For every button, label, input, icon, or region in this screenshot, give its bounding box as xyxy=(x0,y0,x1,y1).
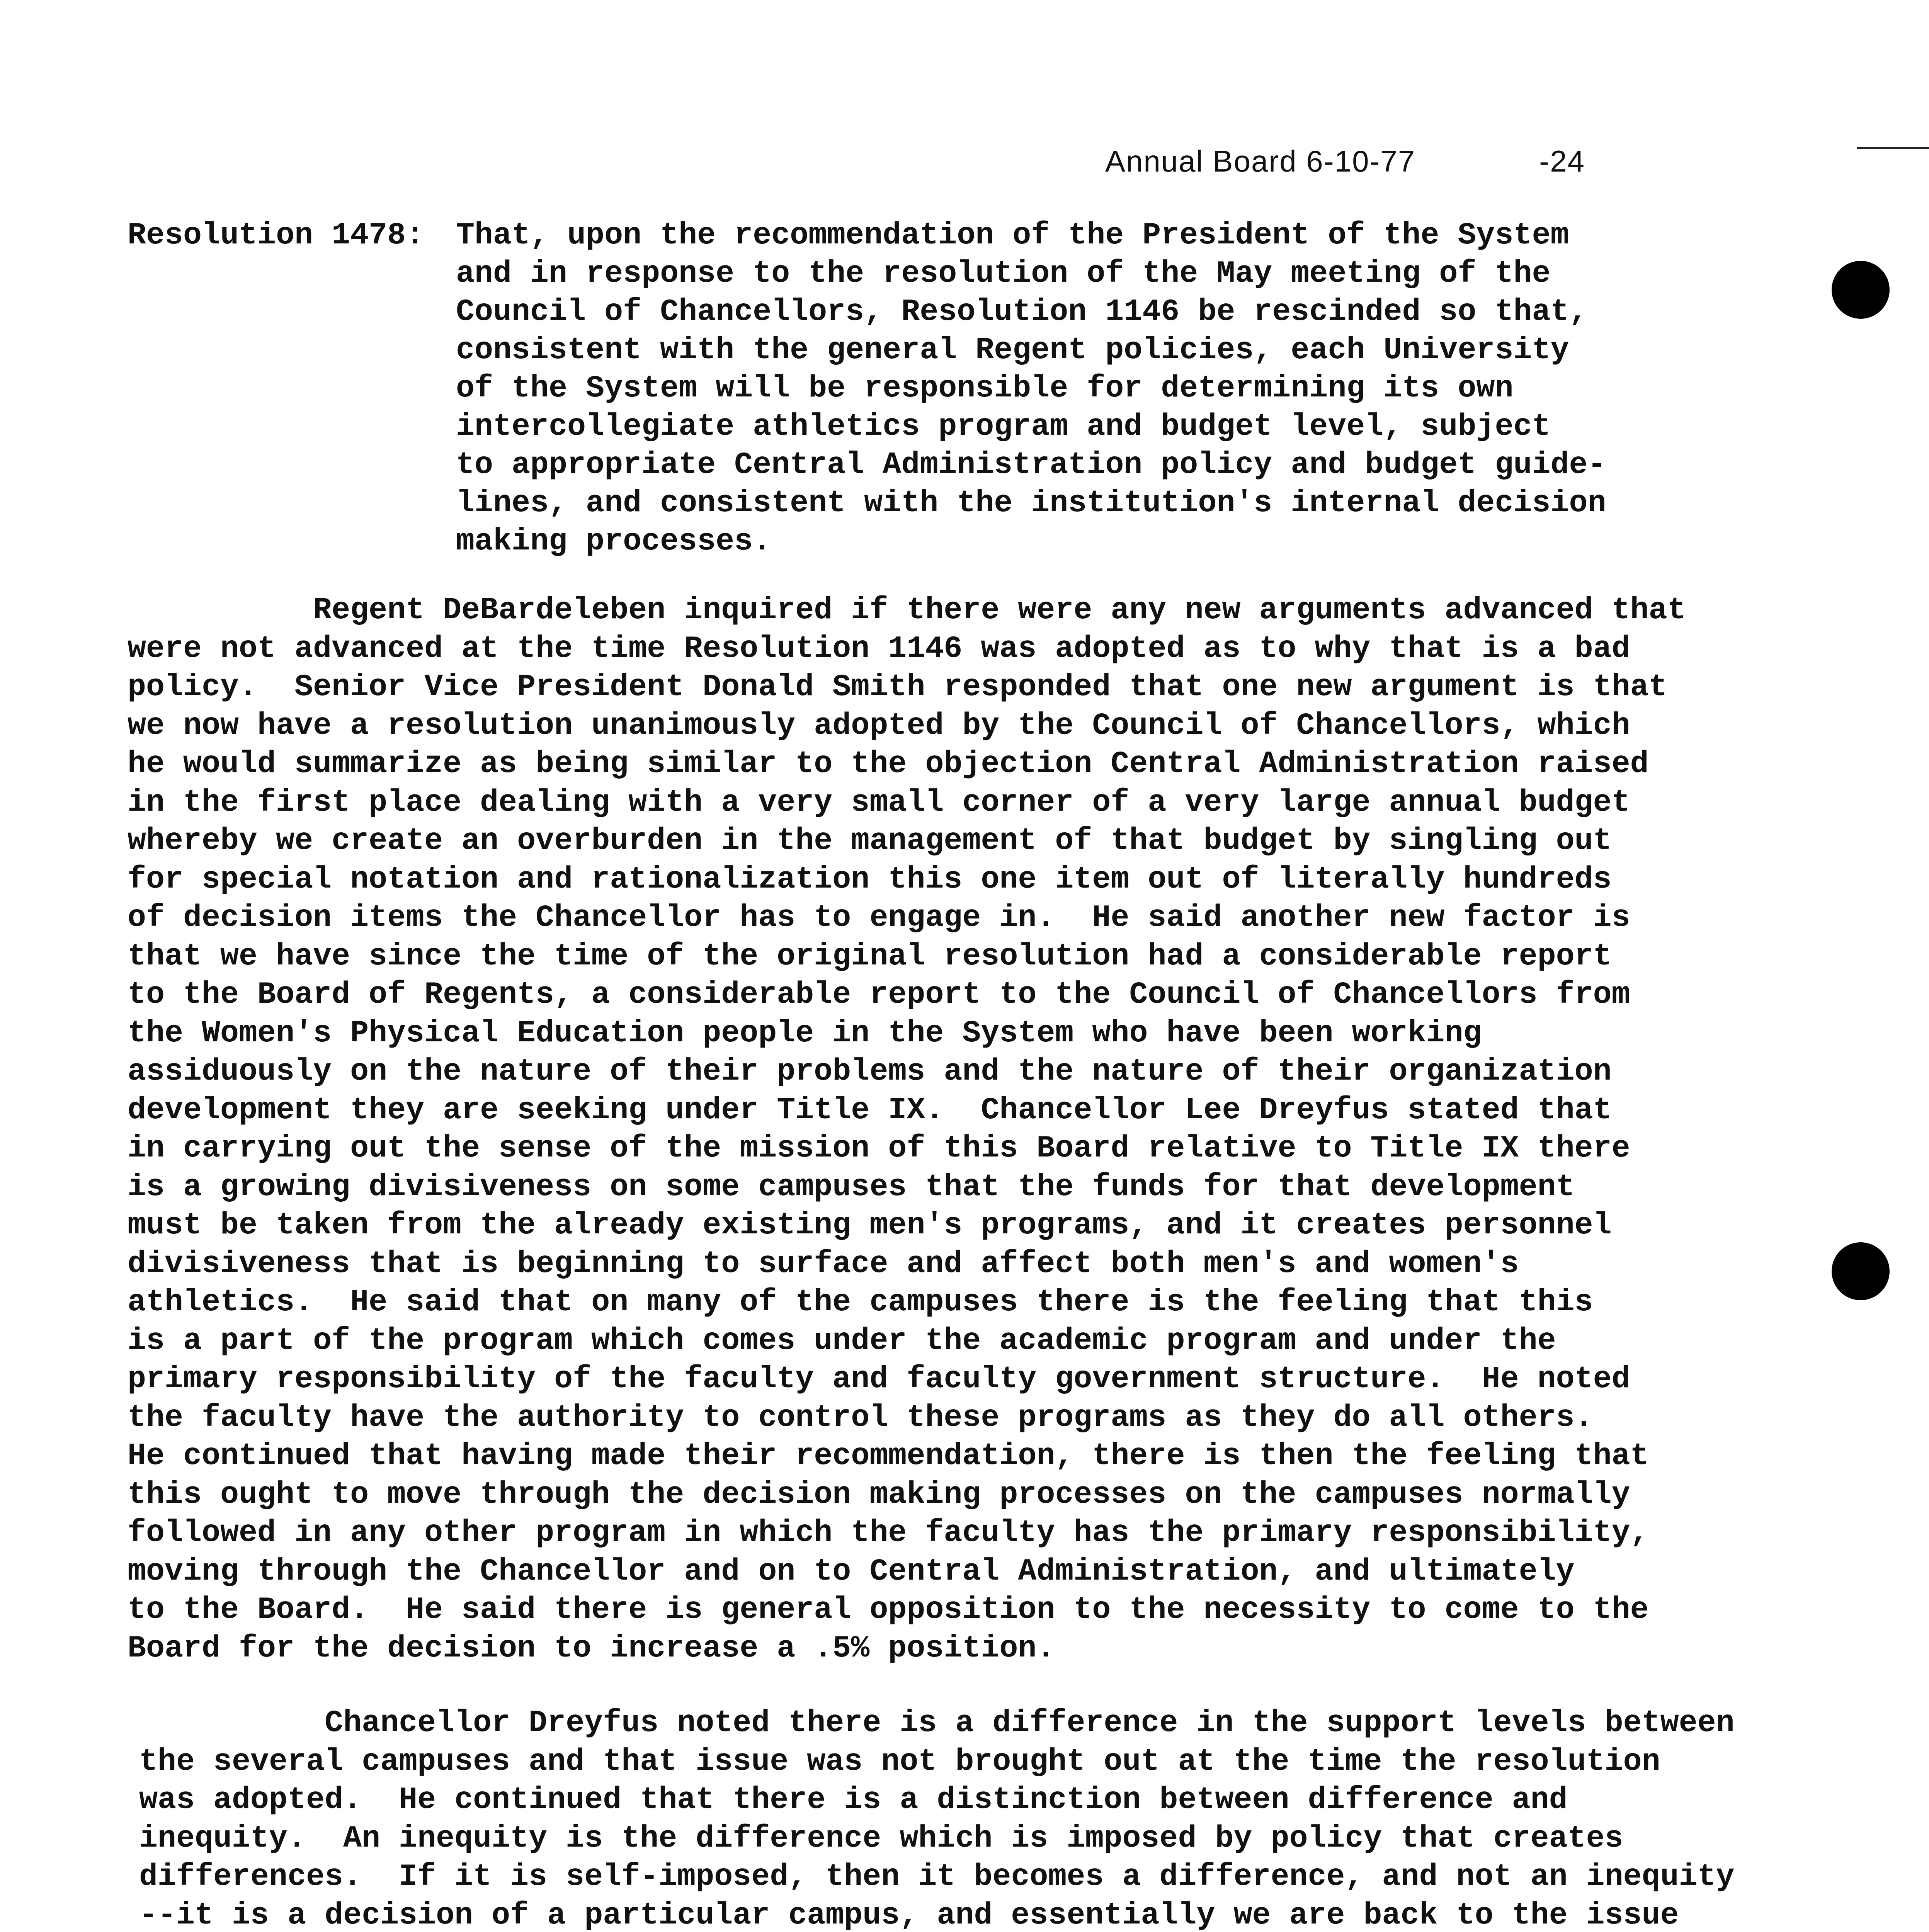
resolution-text xyxy=(456,216,1606,561)
resolution-label: Resolution 1478: xyxy=(128,218,425,253)
resolution-line: That, upon the recommendation of the President of the System xyxy=(456,218,1569,253)
text-line: of decision items the Chancellor has to engage in. He said another new factor is xyxy=(128,900,1630,935)
resolution-line: and in response to the resolution of the May meeting of the xyxy=(456,256,1551,291)
text-line: assiduously on the nature of their problems and the nature of their organization xyxy=(128,1054,1612,1089)
resolution-line: making processes. xyxy=(456,524,772,559)
text-line: policy. Senior Vice President Donald Smith responded that one new argument is that xyxy=(128,670,1667,705)
text-line: must be taken from the already existing men's programs, and it creates personnel xyxy=(128,1208,1612,1243)
text-line: differences. If it is self-imposed, then it becomes a difference, and not an inequity xyxy=(139,1859,1735,1895)
text-line: development they are seeking under Title IX. Chancellor Lee Dreyfus stated that xyxy=(128,1092,1612,1128)
text-line: were not advanced at the time Resolution 1146 was adopted as to why that is a bad xyxy=(128,631,1630,667)
text-line: to the Board of Regents, a considerable report to the Council of Chancellors from xyxy=(128,977,1630,1012)
text-line: the Women's Physical Education people in the System who have been working xyxy=(128,1015,1482,1051)
text-line: inequity. An inequity is the difference which is imposed by policy that creates xyxy=(139,1821,1623,1856)
margin-rule xyxy=(1857,147,1929,149)
page-number: -24 xyxy=(1539,144,1585,178)
page-header xyxy=(1105,144,1585,179)
text-line: in the first place dealing with a very small corner of a very large annual budget xyxy=(128,785,1630,820)
text-line: He continued that having made their recommendation, there is then the feeling that xyxy=(128,1439,1649,1474)
punch-hole xyxy=(1832,261,1890,319)
resolution-line: intercollegiate athletics program and budget level, subject xyxy=(456,409,1551,444)
text-line: the several campuses and that issue was not brought out at the time the resolution xyxy=(139,1744,1660,1779)
text-line: in carrying out the sense of the mission of this Board relative to Title IX there xyxy=(128,1131,1630,1166)
resolution-line: lines, and consistent with the institution's internal decision xyxy=(456,486,1606,521)
paragraph-dreyfus-support-levels xyxy=(139,1704,1735,1932)
text-line: he would summarize as being similar to the objection Central Administration raised xyxy=(128,747,1649,782)
text-line: is a part of the program which comes under the academic program and under the xyxy=(128,1323,1556,1359)
resolution-line: of the System will be responsible for determining its own xyxy=(456,371,1514,406)
text-line: athletics. He said that on many of the campuses there is the feeling that this xyxy=(128,1285,1593,1320)
text-line: was adopted. He continued that there is a distinction between difference and xyxy=(139,1782,1568,1818)
punch-hole xyxy=(1832,1242,1890,1300)
text-line: to the Board. He said there is general opposition to the necessity to come to the xyxy=(128,1592,1649,1628)
header-title: Annual Board 6-10-77 xyxy=(1105,144,1416,178)
text-line: whereby we create an overburden in the management of that budget by singling out xyxy=(128,823,1612,859)
text-line: --it is a decision of a particular campus, and essentially we are back to the issue xyxy=(139,1898,1679,1932)
text-line: followed in any other program in which the faculty has the primary responsibility, xyxy=(128,1515,1649,1551)
text-line: divisiveness that is beginning to surface and affect both men's and women's xyxy=(128,1246,1519,1282)
resolution-line: Council of Chancellors, Resolution 1146 be rescinded so that, xyxy=(456,294,1588,330)
text-line: moving through the Chancellor and on to Central Administration, and ultimately xyxy=(128,1554,1575,1589)
text-line: Regent DeBardeleben inquired if there were any new arguments advanced that xyxy=(128,593,1686,628)
text-line: Board for the decision to increase a .5% position. xyxy=(128,1631,1055,1666)
text-line: primary responsibility of the faculty and faculty government structure. He noted xyxy=(128,1362,1630,1397)
text-line: Chancellor Dreyfus noted there is a difference in the support levels between xyxy=(139,1706,1735,1741)
resolution-line: to appropriate Central Administration policy and budget guide- xyxy=(456,447,1606,483)
text-line: that we have since the time of the original resolution had a considerable report xyxy=(128,939,1612,974)
text-line: we now have a resolution unanimously adopted by the Council of Chancellors, which xyxy=(128,708,1630,743)
text-line: this ought to move through the decision making processes on the campuses normally xyxy=(128,1477,1630,1512)
paragraph-debardeleben-inquiry xyxy=(128,591,1686,1668)
text-line: for special notation and rationalization this one item out of literally hundreds xyxy=(128,862,1612,897)
text-line: the faculty have the authority to control these programs as they do all others. xyxy=(128,1400,1593,1435)
text-line: is a growing divisiveness on some campuses that the funds for that development xyxy=(128,1169,1575,1205)
resolution-line: consistent with the general Regent policies, each University xyxy=(456,333,1569,368)
